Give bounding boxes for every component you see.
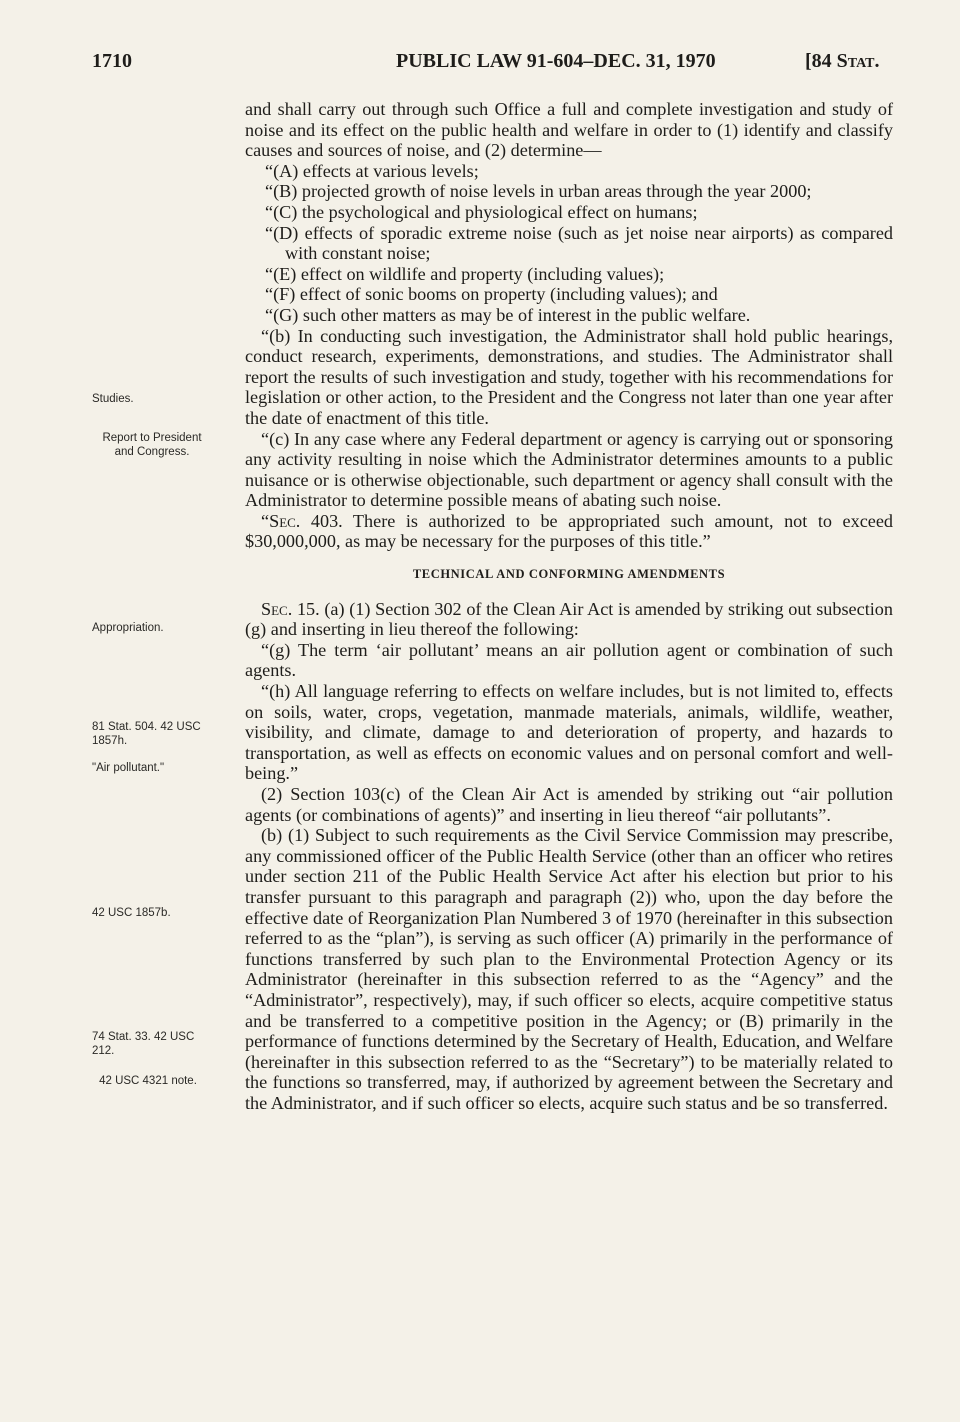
paragraph-intro: and shall carry out through such Office a full and complete investigation and study of noise and its effect on the public health and welfare in order to (1) identify and classify causes and sources of noise, and (2) determine—	[245, 99, 893, 161]
list-item-e: “(E) effect on wildlife and property (including values);	[265, 263, 665, 284]
list-item-c: “(C) the psychological and physiological effect on humans;	[265, 201, 698, 222]
section-15	[245, 599, 893, 640]
margin-note-stat-33: 74 Stat. 33. 42 USC 212.	[92, 1031, 195, 1057]
list-item-g: “(G) such other matters as may be of interest in the public welfare.	[265, 304, 751, 325]
margin-note-stat-504: 81 Stat. 504. 42 USC 1857h.	[92, 721, 201, 747]
margin-note-air-pollutant: "Air pollutant."	[92, 762, 165, 774]
section-15-label: Sec.	[261, 598, 293, 619]
list-item-d: “(D) effects of sporadic extreme noise (such as jet noise near airports) as compared with constant noise;	[265, 222, 893, 264]
margin-note-usc-1857b: 42 USC 1857b.	[92, 907, 171, 919]
section-403-label: “Sec.	[261, 510, 301, 531]
section-15-text: 15. (a) (1) Section 302 of the Clean Air Act is amended by striking out subsection (g) and inserting in lieu thereof the following:	[245, 598, 893, 640]
body-text	[245, 99, 893, 1114]
list-item-f: “(F) effect of sonic booms on property (including values); and	[265, 284, 718, 305]
section-403	[245, 511, 893, 552]
margin-note-usc-4321: 42 USC 4321 note.	[99, 1075, 197, 1087]
section-heading: TECHNICAL AND CONFORMING AMENDMENTS	[412, 567, 726, 582]
paragraph-h: “(h) All language referring to effects on welfare includes, but is not limited to, effects on soils, water, crops, vegetation, manmade materials, animals, wildlife, weather, visibility, and climate, damage to and deterioration of property, and hazards to transportation, as well as effects on economic values and on personal comfort and well-being.”	[245, 681, 893, 784]
running-title: PUBLIC LAW 91-604–DEC. 31, 1970	[396, 50, 716, 72]
list-item-b: “(B) projected growth of noise levels in urban areas through the year 2000;	[265, 181, 812, 202]
page-header	[0, 50, 960, 84]
paragraph-c: “(c) In any case where any Federal department or agency is carrying out or sponsoring any activity resulting in noise which the Administrator determines amounts to a public nuisance or is otherwise objectionable, such department or agency shall consult with the Administrator to determine possible means of abating such noise.	[245, 428, 893, 511]
paragraph-2: (2) Section 103(c) of the Clean Air Act is amended by striking out “air pollution agents (or combinations of agents)” and inserting in lieu thereof “air pollutants”.	[245, 784, 893, 825]
section-403-text: 403. There is authorized to be appropriated such amount, not to exceed $30,000,000, as may be necessary for the purposes of this title.”	[245, 510, 893, 552]
paragraph-b1: (b) (1) Subject to such requirements as the Civil Service Commission may prescribe, any commissioned officer of the Public Health Service (other than an officer who retires under section 211 of the Public Health Service Act after his election but prior to his transfer pursuant to this paragraph and paragraph (2)) who, upon the day before the effective date of Reorganization Plan Numbered 3 of 1970 (hereinafter in this subsection referred to as the “plan”), is serving as such officer (A) primarily in the performance of functions transferred by such plan to the Environmental Protection Agency or its Administrator (hereinafter in this subsection referred to as the “Agency” and the “Administrator”, respectively), may, if such officer so elects, acquire competitive status and be transferred to a competitive position in the Agency; or (B) primarily in the performance of functions determined by the Secretary of Health, Education, and Welfare (hereinafter in this subsection referred to as the “Secretary”) to be materially related to the functions so transferred, may, if authorized by agreement between the Secretary and the Administrator, and if such officer so elects, acquire such status and be so transferred.	[245, 825, 893, 1113]
margin-note-appropriation: Appropriation.	[92, 622, 164, 634]
margin-note-report: Report to President and Congress.	[102, 432, 202, 458]
page-number: 1710	[92, 50, 132, 72]
paragraph-g: “(g) The term ‘air pollutant’ means an air pollution agent or combination of such agents.	[245, 639, 893, 681]
stat-volume: [84 Stat.	[805, 50, 880, 72]
list-item-a: “(A) effects at various levels;	[265, 160, 479, 181]
paragraph-b: “(b) In conducting such investigation, the Administrator shall hold public hearings, conduct research, experiments, demonstrations, and studies. The Administrator shall report the results of such investigation and study, together with his recommendations for legislation or other action, to the President and the Congress not later than one year after the date of enactment of this title.	[245, 325, 893, 428]
margin-note-studies: Studies.	[92, 393, 134, 405]
